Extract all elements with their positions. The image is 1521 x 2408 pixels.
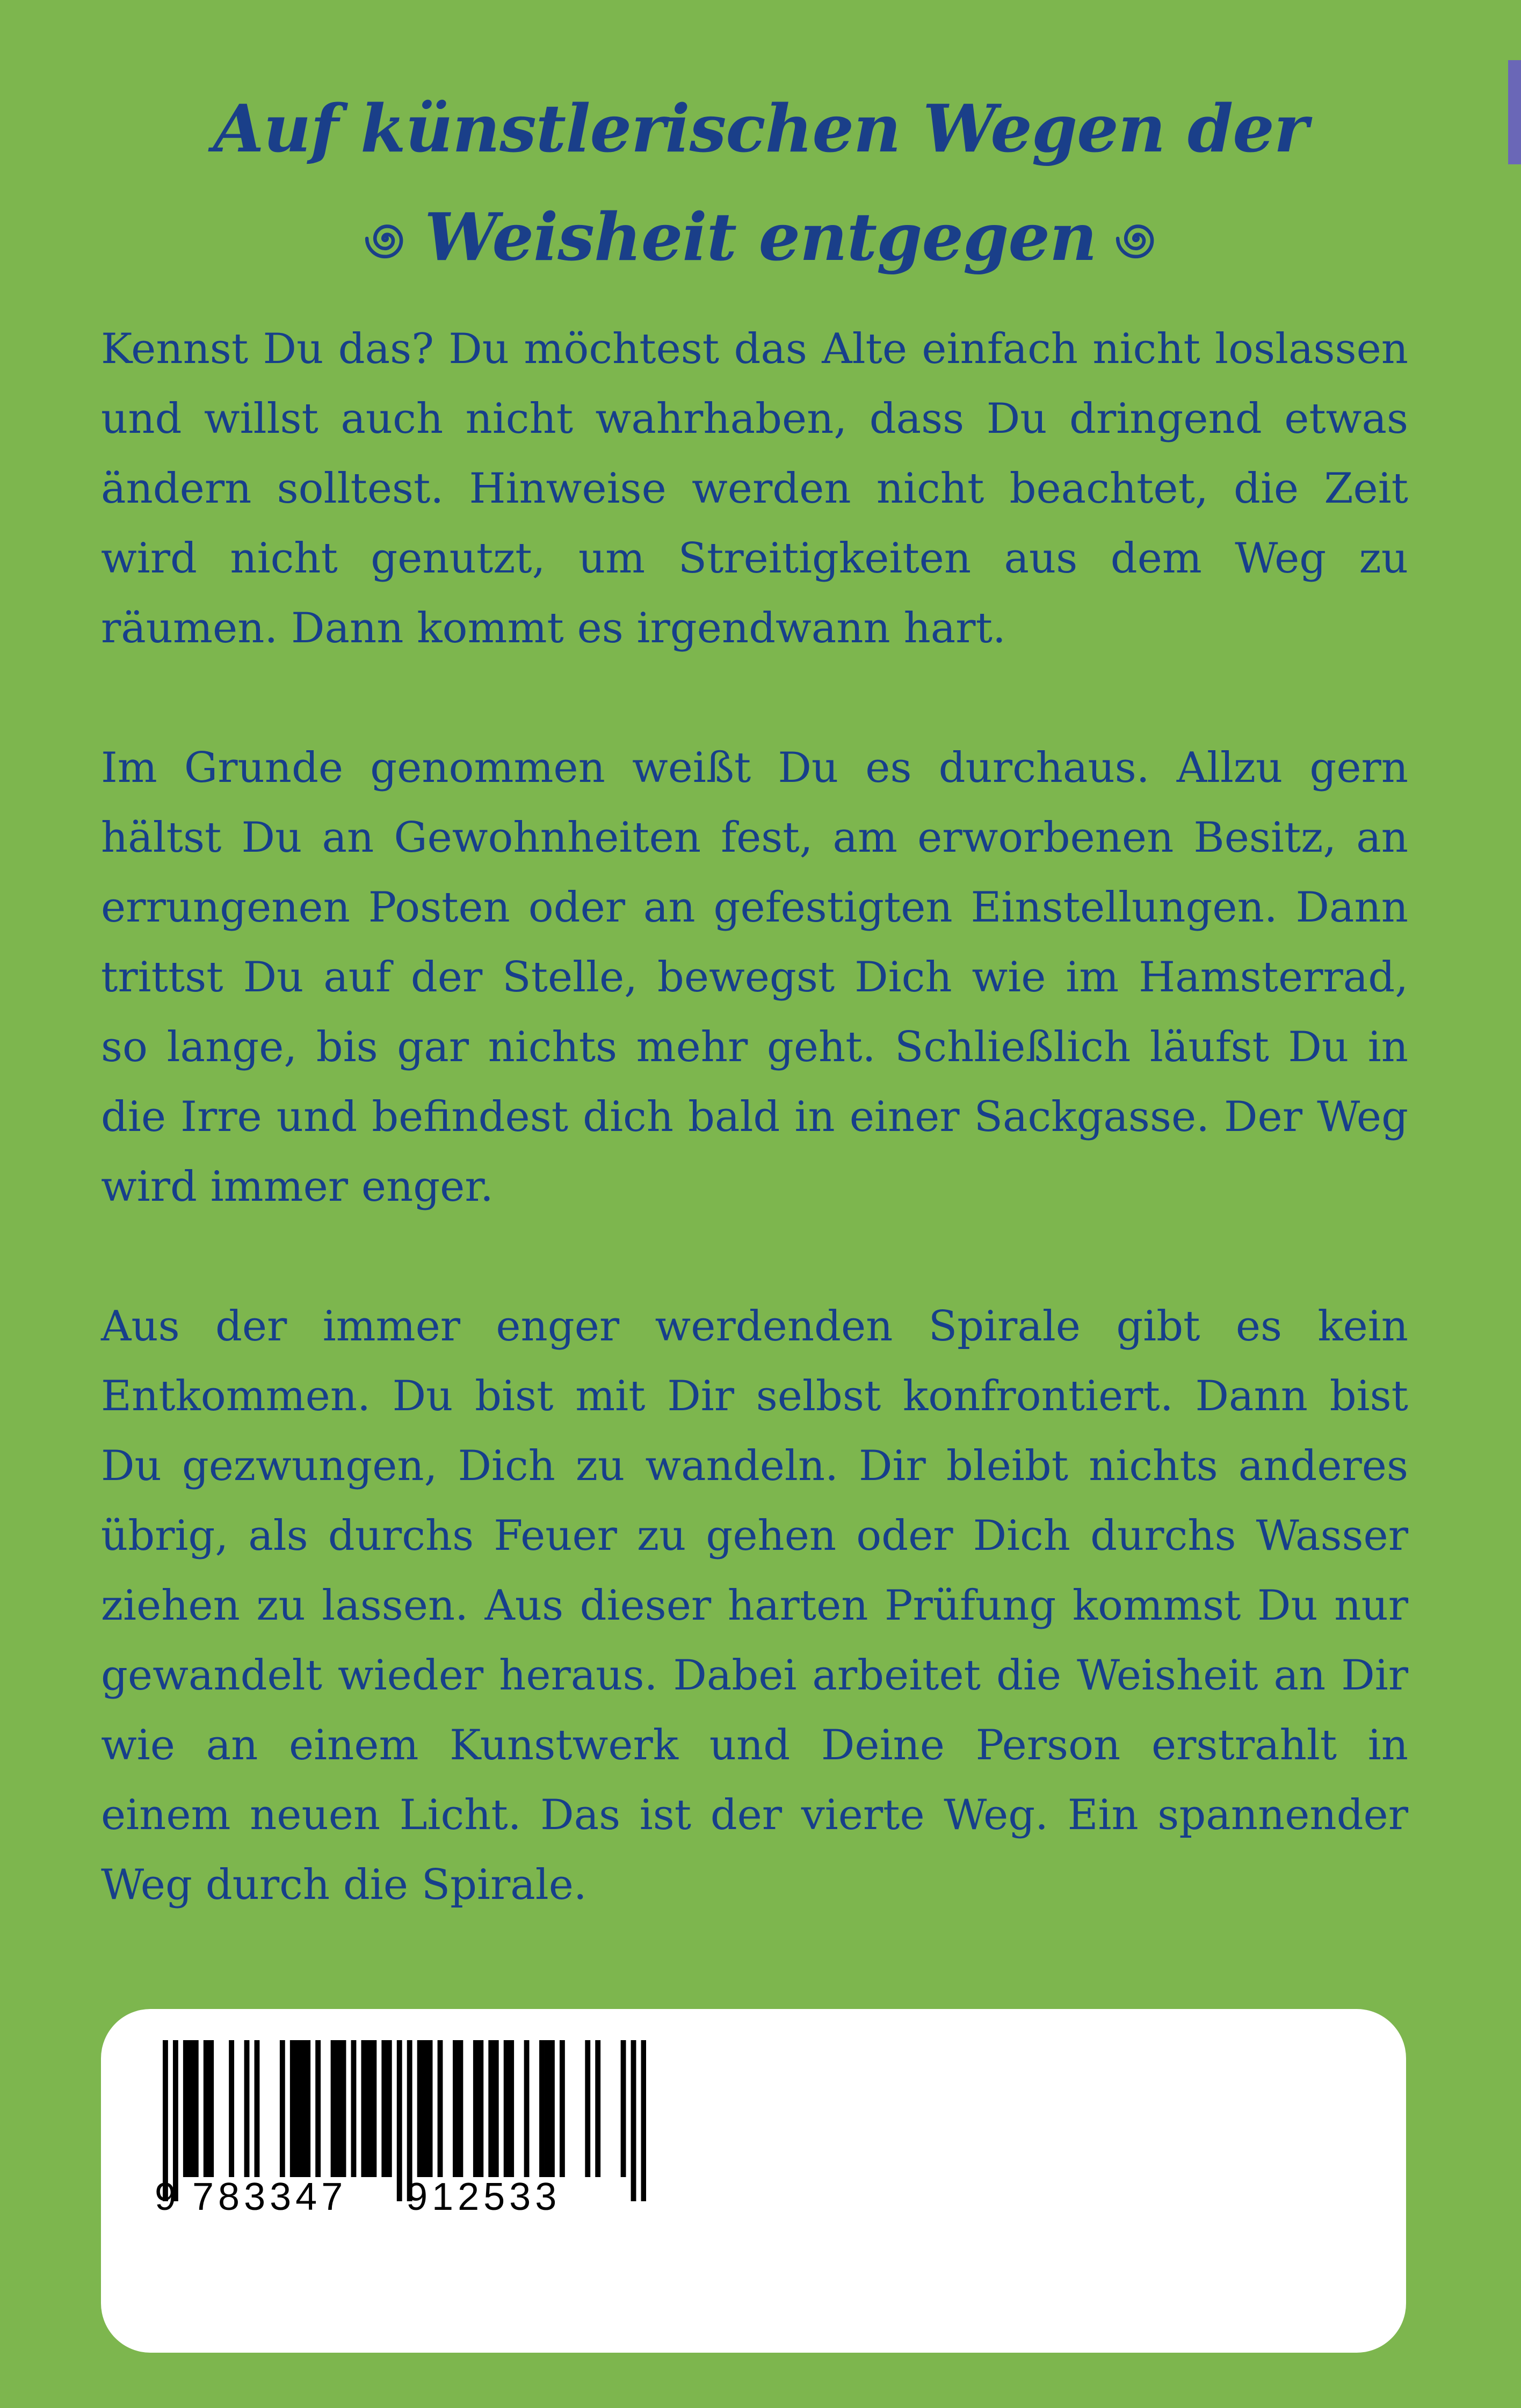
barcode-bar — [193, 2040, 199, 2177]
barcode-bar — [366, 2040, 372, 2177]
title-line-2 — [0, 183, 1521, 291]
isbn-left-group: 783347 — [192, 2175, 347, 2218]
barcode-bar — [315, 2040, 321, 2177]
spiral-icon — [360, 213, 410, 264]
barcode-bar — [188, 2040, 193, 2177]
barcode-bar — [244, 2040, 250, 2177]
barcode-bar — [208, 2040, 214, 2177]
barcode-bar — [595, 2040, 600, 2177]
barcode-bar — [361, 2040, 366, 2177]
barcode-bar — [453, 2040, 458, 2177]
barcode-bar — [488, 2040, 494, 2177]
title-line-2-text: Weisheit entgegen — [424, 198, 1097, 275]
barcode-bar — [509, 2040, 514, 2177]
barcode-bar — [300, 2040, 306, 2177]
blurb-paragraph-2: Im Grunde genommen weißt Du es durchaus. Allzu gern hältst Du an Gewohnheiten fest, am erworbenen Besitz, an errungenen Posten oder an gefestigten Einstellungen. Dann trittst Du auf der Stelle, bewegst Dich wie im Hamsterrad, so lange, bis gar nichts mehr geht. Schließlich läufst Du in die Irre und befindest dich bald in einer Sackgasse. Der Weg wird immer enger. — [101, 744, 1408, 1211]
blurb-paragraph-3: Aus der immer enger werdenden Spirale gibt es kein Entkommen. Du bist mit Dir selbst konfrontiert. Dann bist Du gezwungen, Dich zu wandeln. Dir bleibt nichts anderes übrig, als durchs Feuer zu gehen oder Dich durchs Wasser ziehen zu lassen. Aus dieser harten Prüfung kommst Du nur gewandelt wieder heraus. Dabei arbeitet die Weisheit an Dir wie an einem Kunstwerk und Deine Person erstrahlt in einem neuen Licht. Das ist der vierte Weg. Ein spannender Weg durch die Spirale. — [101, 1302, 1408, 1909]
title-line-1: Auf künstlerischen Wegen der — [213, 90, 1308, 167]
barcode-bar — [204, 2040, 209, 2177]
barcode-bar — [305, 2040, 310, 2177]
blurb — [101, 314, 1408, 1990]
barcode-bar — [387, 2040, 392, 2177]
barcode-bar — [641, 2040, 646, 2201]
barcode-bar — [290, 2040, 295, 2177]
barcode-bar — [183, 2040, 189, 2177]
barcode-panel — [101, 2009, 1406, 2353]
isbn-right-group: 912533 — [406, 2175, 561, 2218]
barcode-bar — [478, 2040, 483, 2177]
barcode-bar — [504, 2040, 509, 2177]
barcode-bar — [371, 2040, 376, 2177]
barcode-bar — [545, 2040, 550, 2177]
barcode-bar — [397, 2040, 402, 2201]
spiral-icon — [1111, 213, 1161, 264]
barcode-bar — [539, 2040, 545, 2177]
barcode-bar — [336, 2040, 341, 2177]
barcode-bar — [295, 2040, 300, 2177]
isbn-first-digit: 9 — [155, 2175, 177, 2218]
barcode-bar — [560, 2040, 565, 2177]
barcode-bar — [331, 2040, 336, 2177]
barcode-bar — [585, 2040, 590, 2177]
barcode-bar — [631, 2040, 636, 2201]
barcode-bar — [229, 2040, 234, 2177]
barcode-bar — [381, 2040, 387, 2177]
barcode-bar — [351, 2040, 357, 2177]
barcode-bar — [473, 2040, 479, 2177]
barcode-bar — [621, 2040, 626, 2177]
barcode-bar — [494, 2040, 499, 2177]
barcode-bar — [280, 2040, 285, 2177]
barcode-bar — [549, 2040, 555, 2177]
book-title — [0, 74, 1521, 291]
barcode-bar — [438, 2040, 443, 2177]
blurb-paragraph-1: Kennst Du das? Du möchtest das Alte einfach nicht loslassen und willst auch nicht wahrhaben, dass Du dringend etwas ändern solltest. Hinweise werden nicht beachtet, die Zeit wird nicht genutzt, um Streitigkeiten aus dem Weg zu räumen. Dann kommt es irgendwann hart. — [101, 325, 1408, 652]
barcode-bar — [428, 2040, 433, 2177]
barcode-bar — [422, 2040, 428, 2177]
barcode-bar — [341, 2040, 346, 2177]
barcode-bar — [255, 2040, 260, 2177]
barcode-bar — [417, 2040, 423, 2177]
barcode-bar — [524, 2040, 530, 2177]
barcode-bar — [458, 2040, 463, 2177]
